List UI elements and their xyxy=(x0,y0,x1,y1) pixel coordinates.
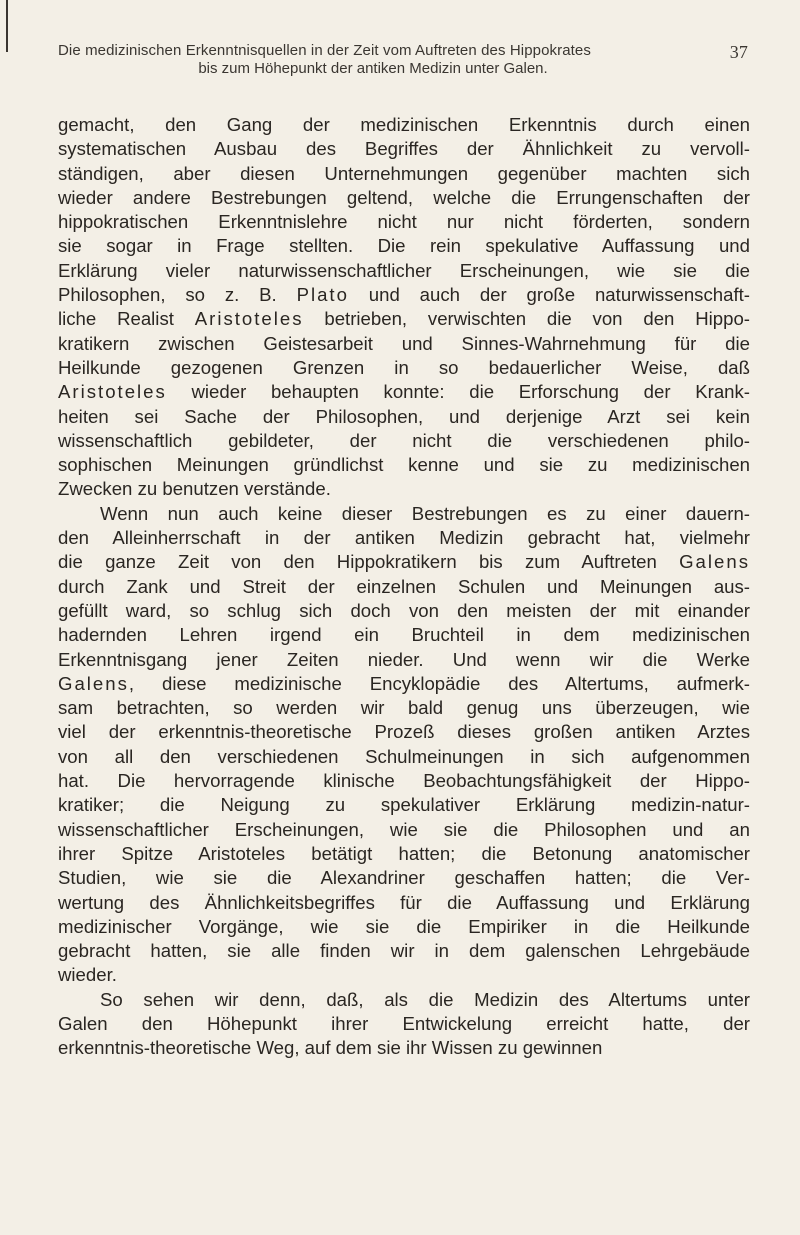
text-line: sophischen Meinungen gründlichst kenne und sie zu medizinischen xyxy=(58,454,750,476)
text-line: Galen den Höhepunkt ihrer Entwickelung erreicht hatte, der xyxy=(58,1012,750,1034)
text-line: systematischen Ausbau des Begriffes der Ähnlichkeit zu vervoll- xyxy=(58,138,750,160)
text-line: wertung des Ähnlichkeitsbegriffes für die Auffassung und Erklärung xyxy=(58,891,750,913)
running-title-text-1: Die medizinischen Erkenntnisquellen in der Zeit vom Auftreten des Hippokrates xyxy=(58,42,591,59)
text-line: wissenschaftlicher Erscheinungen, wie sie die Philosophen und an xyxy=(58,818,750,840)
text-line: gefüllt ward, so schlug sich doch von den meisten der mit einander xyxy=(58,599,750,621)
text-line: hat. Die hervorragende klinische Beobachtungsfähigkeit der Hippo- xyxy=(58,770,750,792)
body-text xyxy=(58,113,750,1061)
page-edge-line xyxy=(6,0,8,52)
text-line: kratikern zwischen Geistesarbeit und Sinnes-Wahrnehmung für die xyxy=(58,332,750,354)
running-title-line-2: bis zum Höhepunkt der antiken Medizin unter Galen. xyxy=(198,60,548,77)
text-line: kratiker; die Neigung zu spekulativer Erklärung medizin-natur- xyxy=(58,794,750,816)
text-line: wieder andere Bestrebungen geltend, welche die Errungenschaften der xyxy=(58,186,750,208)
text-line: medizinischer Vorgänge, wie sie die Empiriker in die Heilkunde xyxy=(58,915,750,937)
text-line: gebracht hatten, sie alle finden wir in dem galenschen Lehrgebäude xyxy=(58,940,750,962)
text-line: So sehen wir denn, daß, als die Medizin des Altertums unter xyxy=(100,988,750,1010)
text-line: wissenschaftlich gebildeter, der nicht die verschiedenen philo- xyxy=(58,429,750,451)
text-line: hadernden Lehren irgend ein Bruchteil in dem medizinischen xyxy=(58,624,750,646)
text-line: Erklärung vieler naturwissenschaftlicher Erscheinungen, wie sie die xyxy=(58,259,750,281)
running-header xyxy=(58,42,748,77)
text-line: Heilkunde gezogenen Grenzen in so bedauerlicher Weise, daß xyxy=(58,356,750,378)
text-line: Wenn nun auch keine dieser Bestrebungen es zu einer dauern- xyxy=(100,502,750,524)
page-number: 37 xyxy=(729,42,748,62)
text-line: liche Realist Aristoteles betrieben, verwischten die von den Hippo- xyxy=(58,308,750,330)
text-line: die ganze Zeit von den Hippokratikern bis zum Auftreten Galens xyxy=(58,551,750,573)
text-line: sam betrachten, so werden wir bald genug uns überzeugen, wie xyxy=(58,697,750,719)
text-line: durch Zank und Streit der einzelnen Schulen und Meinungen aus- xyxy=(58,575,750,597)
text-line: gemacht, den Gang der medizinischen Erkenntnis durch einen xyxy=(58,114,750,135)
text-line: Erkenntnisgang jener Zeiten nieder. Und wenn wir die Werke xyxy=(58,648,750,670)
text-line: den Alleinherrschaft in der antiken Medizin gebracht hat, vielmehr xyxy=(58,527,750,549)
text-line: heiten sei Sache der Philosophen, und derjenige Arzt sei kein xyxy=(58,405,750,427)
text-line: Studien, wie sie die Alexandriner geschaffen hatten; die Ver- xyxy=(58,867,750,889)
text-line: wieder. xyxy=(58,964,117,986)
text-line: von all den verschiedenen Schulmeinungen in sich aufgenommen xyxy=(58,745,750,767)
text-line: erkenntnis-theoretische Weg, auf dem sie ihr Wissen zu gewinnen xyxy=(58,1037,603,1059)
running-title-line-1 xyxy=(58,42,748,62)
text-line: Zwecken zu benutzen verstände. xyxy=(58,478,331,500)
text-line: Philosophen, so z. B. Plato und auch der große naturwissenschaft- xyxy=(58,284,750,306)
text-line: Galens, diese medizinische Encyklopädie des Altertums, aufmerk- xyxy=(58,672,750,694)
text-line: viel der erkenntnis-theoretische Prozeß dieses großen antiken Arztes xyxy=(58,721,750,743)
text-line: sie sogar in Frage stellten. Die rein spekulative Auffassung und xyxy=(58,235,750,257)
text-line: ständigen, aber diesen Unternehmungen gegenüber machten sich xyxy=(58,162,750,184)
text-line: ihrer Spitze Aristoteles betätigt hatten; die Betonung anatomischer xyxy=(58,842,750,864)
text-line: Aristoteles wieder behaupten konnte: die Erforschung der Krank- xyxy=(58,381,750,403)
text-line: hippokratischen Erkenntnislehre nicht nur nicht förderten, sondern xyxy=(58,211,750,233)
